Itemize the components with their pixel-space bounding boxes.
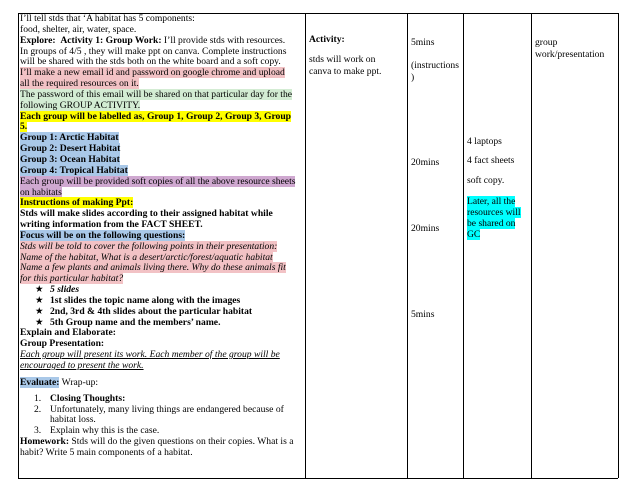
resource-later-1: Later, all the	[467, 196, 516, 207]
explore-label: Explore:	[20, 34, 56, 46]
labelled-line-wrap	[20, 112, 302, 123]
presentation-heading: Group Presentation:	[20, 338, 105, 350]
question-line-3: Name a few plants and animals living there. Why do these animals fit	[20, 262, 286, 274]
star-icon: ★	[35, 305, 44, 317]
evaluate-line	[20, 378, 302, 389]
focus-heading: Focus will be on the following questions:	[20, 229, 186, 241]
activity-rest: I’ll provide stds with resources.	[161, 34, 286, 46]
item-number: 3.	[34, 425, 42, 437]
resource-factsheets: 4 fact sheets	[467, 155, 515, 166]
lesson-plan-table	[18, 13, 618, 478]
slides-line-1: Stds will make slides according to their assigned habitat while	[20, 208, 273, 220]
wrapup-label: Wrap-up:	[59, 376, 99, 388]
groups-line: In groups of 4/5 , they will make ppt on canva. Complete instructions	[20, 45, 287, 57]
group-4-label: Group 4: Tropical Habitat	[20, 164, 128, 176]
activity-label: Activity 1: Group Work:	[60, 34, 162, 46]
time-cell	[411, 13, 463, 478]
resource-laptops: 4 laptops	[467, 136, 502, 147]
activity-line-2: canva to make ppt.	[309, 66, 382, 77]
col-border-2	[407, 13, 408, 478]
bullet-text: 5th Group name and the members’ name.	[50, 316, 221, 328]
softcopy-wrap	[20, 177, 302, 188]
time-instructions-close: )	[411, 72, 415, 83]
resource-softcopy: soft copy.	[467, 175, 505, 186]
instructions-heading: Instructions of making Ppt:	[20, 197, 134, 209]
star-icon: ★	[35, 316, 44, 328]
shared-line: will be shared with the stds both on the white board and a soft copy.	[20, 56, 281, 68]
password-line-2: following GROUP ACTIVITY.	[20, 99, 141, 111]
password-line-1: The password of this email will be shared on that particular day for the	[20, 88, 293, 100]
homework-line-2: habit? Write 5 main components of a habitat.	[20, 446, 193, 458]
col-border-1	[305, 13, 306, 478]
time-2: 20mins	[411, 157, 440, 168]
item-number: 2.	[34, 403, 42, 415]
activity-line-1: stds will work on	[309, 54, 376, 65]
item-text-cont: habitat loss.	[50, 414, 96, 426]
labelled-line-1: Each group will be labelled as, Group 1, Group 2, Group 3, Group	[20, 110, 291, 122]
col-border-3	[463, 13, 464, 478]
list-item	[20, 426, 302, 437]
list-item	[20, 318, 302, 329]
present-line-2: encouraged to present the work.	[20, 360, 144, 371]
time-1: 5mins	[411, 37, 435, 48]
email-line-2: all the required resources on it.	[20, 78, 139, 90]
time-4: 5mins	[411, 309, 435, 320]
resource-later-3: be shared on	[467, 218, 516, 229]
list-item	[20, 405, 302, 427]
item-text: Unfortunately, many living things are endangered because of	[50, 403, 284, 415]
present-line-1: Each group will present its work. Each member of the group will be	[20, 349, 280, 361]
col-border-5	[618, 13, 619, 478]
labelled-line-2: 5.	[20, 121, 28, 133]
evaluate-label: Evaluate:	[20, 376, 60, 388]
homework-label: Homework:	[20, 436, 70, 448]
softcopy-line-1: Each group will be provided soft copies of all the above resource sheets	[20, 175, 296, 187]
table-bottom-border	[18, 478, 618, 479]
question-line-1: Stds will be told to cover the following points in their presentation:	[20, 240, 278, 252]
slide-bullets	[20, 285, 302, 328]
group-1-label: Group 1: Arctic Habitat	[20, 132, 119, 144]
item-number: 1.	[34, 392, 42, 404]
activity-heading: Activity:	[309, 34, 345, 45]
procedure-cell	[20, 13, 302, 478]
softcopy-line-2: on habitats	[20, 186, 62, 198]
password-line-wrap-2	[20, 101, 302, 112]
homework-rest: Stds will do the given questions on their copies. What is a	[69, 436, 294, 448]
activity-cell	[309, 13, 405, 478]
resource-later-2: resources will	[467, 207, 521, 218]
item-text: Closing Thoughts:	[50, 392, 126, 404]
item-text: Explain why this is the case.	[50, 425, 160, 437]
slides-line-2: writing information from the FACT SHEET.	[20, 219, 203, 231]
intro-line-2: food, shelter, air, water, space.	[20, 23, 137, 35]
question-wrap-1	[20, 242, 302, 253]
time-instructions: (instructions	[411, 60, 459, 71]
resources-cell	[467, 13, 529, 478]
bullet-text: 2nd, 3rd & 4th slides about the particular habitat	[50, 305, 253, 317]
bullet-text: 1st slides the topic name along with the images	[50, 294, 241, 306]
intro-line-1: I’ll tell stds that ‘A habitat has 5 components:	[20, 13, 195, 24]
col-border-4	[531, 13, 532, 478]
star-icon: ★	[35, 284, 44, 296]
col-border-0	[18, 13, 19, 478]
resource-later-4: GC	[467, 229, 481, 240]
explore-line	[20, 36, 302, 47]
bullet-text: 5 slides	[50, 284, 80, 296]
time-3: 20mins	[411, 223, 440, 234]
email-line-1: I’ll make a new email id and password on google chrome and upload	[20, 67, 285, 79]
group-2-label: Group 2: Desert Habitat	[20, 143, 121, 155]
star-icon: ★	[35, 294, 44, 306]
closing-list	[20, 394, 302, 437]
list-item	[20, 394, 302, 405]
explain-heading: Explain and Elaborate:	[20, 327, 116, 339]
question-line-4: for this particular habitat?	[20, 273, 124, 285]
mode-line-1: group	[535, 37, 558, 48]
mode-line-2: work/presentation	[535, 49, 605, 60]
group-3-label: Group 3: Ocean Habitat	[20, 153, 120, 165]
mode-cell	[535, 13, 617, 478]
question-line-2: Name of the habitat, What is a desert/arctic/forest/aquatic habitat	[20, 251, 273, 263]
